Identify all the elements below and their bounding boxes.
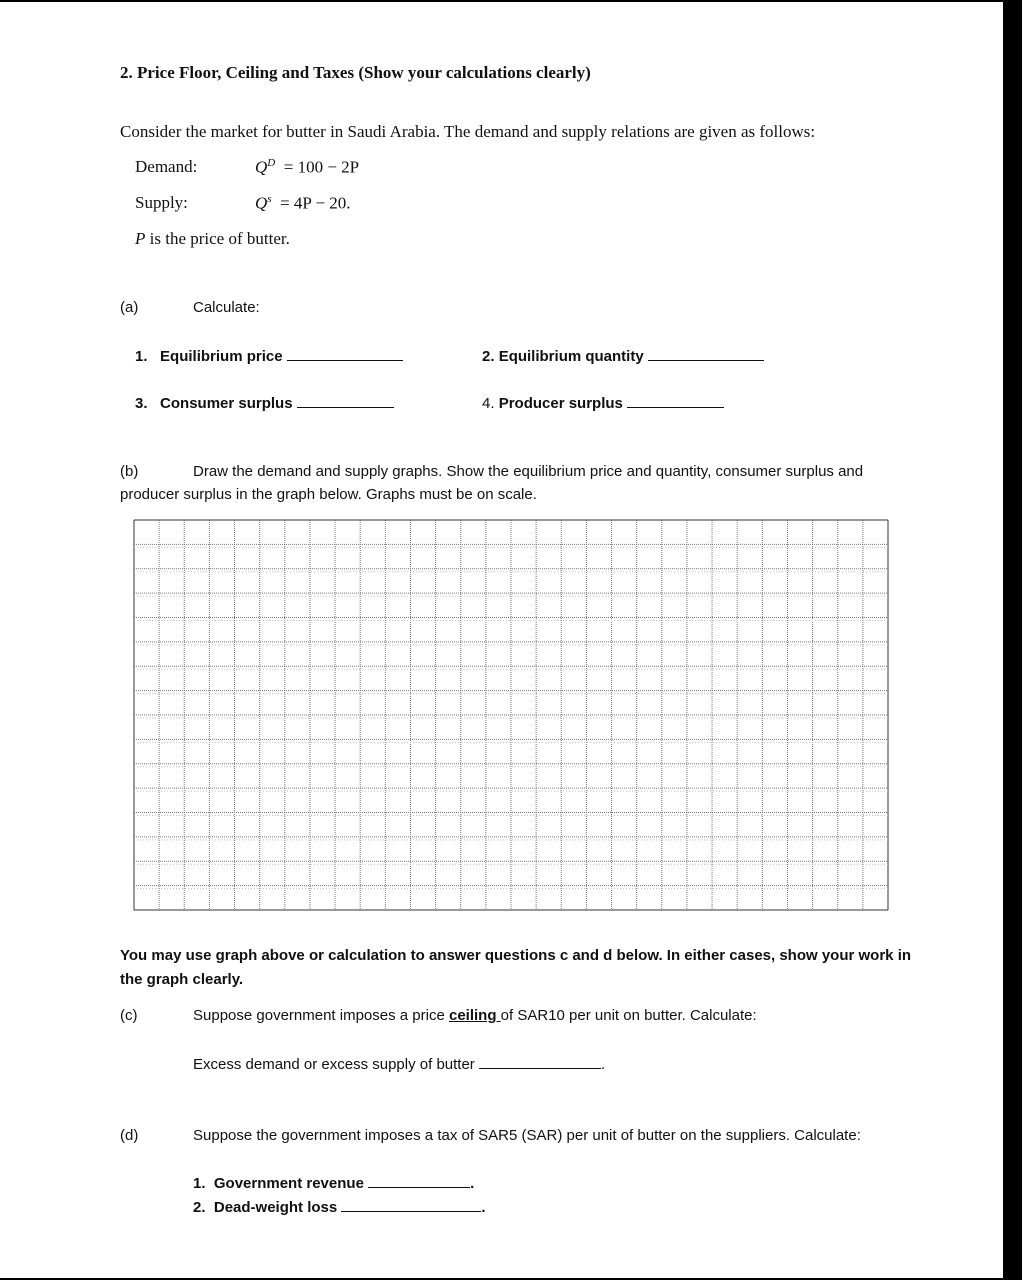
item-producer-surplus: 4. Producer surplus <box>482 393 724 412</box>
price-definition: P is the price of butter. <box>135 229 290 248</box>
part-d-tag: (d) <box>120 1127 139 1144</box>
question-heading: 2. Price Floor, Ceiling and Taxes (Show your calculations clearly) <box>120 63 591 82</box>
answer-blank[interactable] <box>368 1173 470 1188</box>
item-equilibrium-price: 1. Equilibrium price <box>135 346 403 365</box>
part-b-line2: producer surplus in the graph below. Graphs must be on scale. <box>120 486 537 503</box>
item-government-revenue: 1. Government revenue . <box>193 1175 475 1192</box>
demand-equation: $Q^D = 100 - 2P$ <box>255 157 360 177</box>
item-equilibrium-quantity: 2. Equilibrium quantity <box>482 346 764 365</box>
supply-equation: $Q^s = 4P - 20$. <box>255 193 351 213</box>
answer-blank[interactable] <box>479 1054 601 1069</box>
answer-blank[interactable] <box>341 1197 481 1212</box>
answer-blank[interactable] <box>648 346 764 361</box>
part-b-line1: Draw the demand and supply graphs. Show the equilibrium price and quantity, consumer surplus and <box>193 463 864 480</box>
part-b-tag: (b) <box>120 463 139 480</box>
part-a-tag: (a) <box>120 299 139 316</box>
answer-blank[interactable] <box>297 393 394 408</box>
intro-text: Consider the market for butter in Saudi Arabia. The demand and supply relations are given as follows: <box>120 122 816 141</box>
supply-label: Supply: <box>135 193 188 212</box>
part-a-instruction: Calculate: <box>193 299 260 316</box>
part-c-tag: (c) <box>120 1007 138 1024</box>
part-d-text: Suppose the government imposes a tax of SAR5 (SAR) per unit of butter on the suppliers. Calculate: <box>193 1127 861 1144</box>
demand-label: Demand: <box>135 157 198 176</box>
item-dead-weight-loss: 2. Dead-weight loss . <box>193 1199 486 1216</box>
item-consumer-surplus: 3. Consumer surplus <box>135 393 394 412</box>
graph-paper-grid[interactable] <box>133 519 889 911</box>
answer-blank[interactable] <box>287 346 403 361</box>
answer-blank[interactable] <box>627 393 724 408</box>
worksheet-page <box>0 2 1003 1278</box>
part-c-excess-line: Excess demand or excess supply of butter . <box>193 1056 606 1073</box>
part-c-text: Suppose government imposes a price ceiling of SAR10 per unit on butter. Calculate: <box>193 1007 757 1024</box>
note-line1: You may use graph above or calculation to answer questions c and d below. In either cases, show your work in <box>120 947 912 964</box>
note-line2: the graph clearly. <box>120 971 244 988</box>
